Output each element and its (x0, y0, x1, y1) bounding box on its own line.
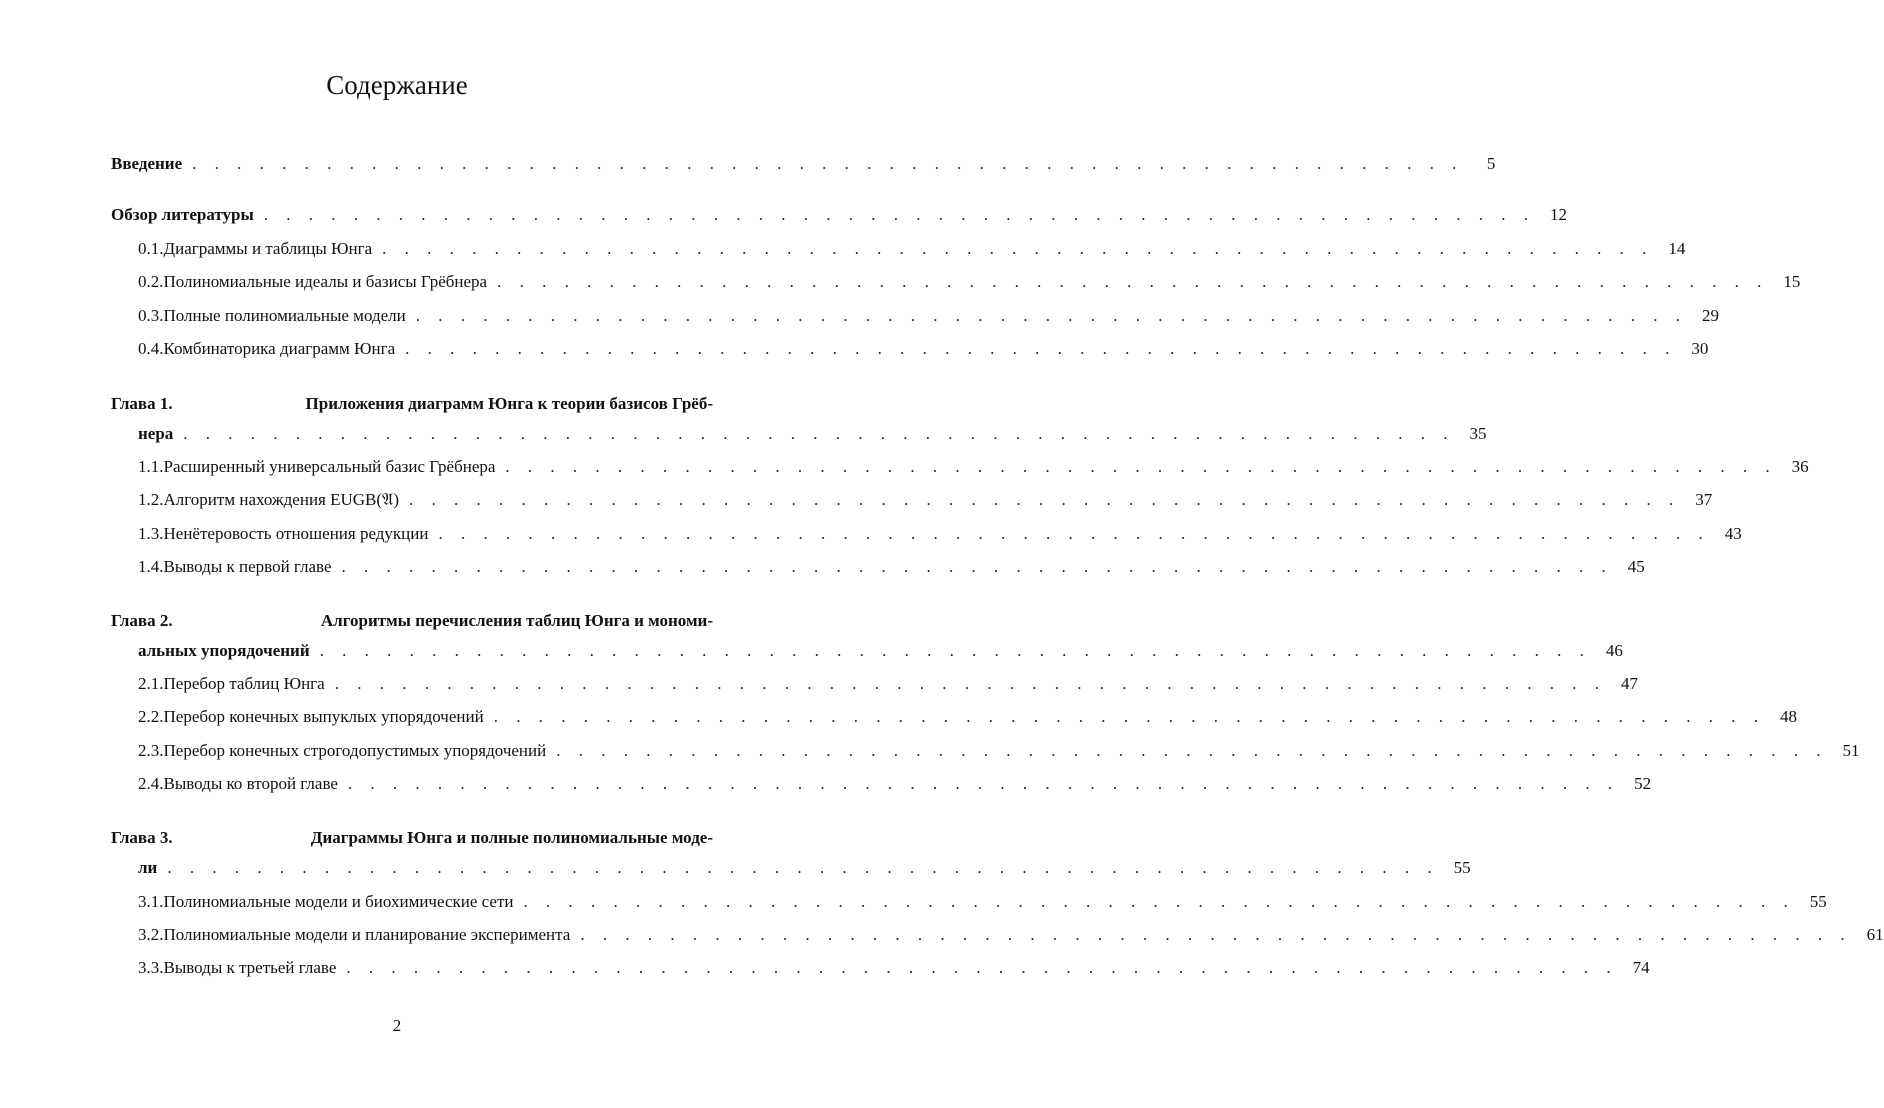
toc-entry-label: Алгоритм нахождения EUGB(𝔄) (163, 490, 399, 509)
toc-entry-label: Выводы ко второй главе (163, 774, 338, 793)
toc-entry-3-3[interactable] (138, 958, 1650, 988)
chapter-number: Глава 3. (111, 828, 173, 847)
toc-entry-page: 15 (1783, 272, 1801, 291)
toc-entry-1-2[interactable] (138, 490, 1713, 520)
section-number: 0.3. (138, 306, 164, 325)
section-number: 1.1. (138, 457, 164, 476)
leader-dots: . . . . . . . . . . . . . . . . . . . . . . . . . . . . . . . . . . . . . . . . . . . . . . . . . . . . . . . . . (319, 641, 1591, 660)
toc-entry-page: 55 (1453, 858, 1471, 877)
leader-dots: . . . . . . . . . . . . . . . . . . . . . . . . . . . . . . . . . . . . . . . . . . . . . . . . . . . . . . . . . (341, 557, 1613, 576)
toc-entry-2-3[interactable] (138, 741, 1860, 771)
toc-entry-1-1[interactable] (138, 457, 1809, 487)
section-number: 3.3. (138, 958, 164, 977)
leader-dots: . . . . . . . . . . . . . . . . . . . . . . . . . . . . . . . . . . . . . . . . . . . . . . . . . . . . . . . . . (334, 674, 1606, 693)
section-number: 2.1. (138, 674, 164, 693)
leader-dots: . . . . . . . . . . . . . . . . . . . . . . . . . . . . . . . . . . . . . . . . . . . . . . . . . . . . . . . . . (438, 524, 1710, 543)
toc-entry-page: 51 (1842, 741, 1860, 760)
toc-entry-3-2[interactable] (138, 925, 1884, 955)
toc-entry-page: 74 (1632, 958, 1650, 977)
leader-dots: . . . . . . . . . . . . . . . . . . . . . . . . . . . . . . . . . . . . . . . . . . . . . . . . . . . . . . . . . (556, 741, 1828, 760)
toc-entry-label: Комбинаторика диаграмм Юнга (163, 339, 396, 358)
leader-dots: . . . . . . . . . . . . . . . . . . . . . . . . . . . . . . . . . . . . . . . . . . . . . . . . . . . . . . . . . (263, 205, 1536, 224)
leader-dots: . . . . . . . . . . . . . . . . . . . . . . . . . . . . . . . . . . . . . . . . . . . . . . . . . . . . . . . . . (497, 272, 1769, 291)
toc-entry-label: Полиномиальные модели и планирование эксперимента (163, 925, 571, 944)
chapter-title-line2: ли (138, 858, 158, 877)
toc-entry-0-4[interactable] (138, 339, 1709, 369)
toc-entry-label: Полиномиальные идеалы и базисы Грёбнера (163, 272, 488, 291)
toc-entry-page: 43 (1724, 524, 1742, 543)
section-number: 1.2. (138, 490, 164, 509)
section-number: 0.2. (138, 272, 164, 291)
chapter-title-line2: нера (138, 424, 174, 443)
toc-entry-label: Расширенный универсальный базис Грёбнера (163, 457, 496, 476)
leader-dots: . . . . . . . . . . . . . . . . . . . . . . . . . . . . . . . . . . . . . . . . . . . . . . . . . . . . . . . . . (405, 339, 1677, 358)
toc-entry-introduction[interactable] (111, 154, 1496, 184)
toc-entry-label: Полиномиальные модели и биохимические сети (163, 892, 514, 911)
toc-entry-label: Введение (111, 154, 183, 173)
chapter-title-line1: Приложения диаграмм Юнга к теории базисов Грёб- (305, 394, 713, 413)
leader-dots: . . . . . . . . . . . . . . . . . . . . . . . . . . . . . . . . . . . . . . . . . . . . . . . . . . . . . . . . . (505, 457, 1777, 476)
toc-entry-page: 37 (1695, 490, 1713, 509)
toc-entry-page: 12 (1550, 205, 1568, 224)
toc-entry-label: Выводы к третьей главе (163, 958, 337, 977)
toc-entry-label: Ненётеровость отношения редукции (163, 524, 429, 543)
toc-entry-label: Полные полиномиальные модели (163, 306, 406, 325)
page-number: 2 (392, 1016, 402, 1035)
chapter-number: Глава 2. (111, 611, 173, 630)
section-number: 2.3. (138, 741, 164, 760)
toc-entry-page: 47 (1620, 674, 1638, 693)
toc-entry-page: 14 (1668, 239, 1686, 258)
section-number: 3.1. (138, 892, 164, 911)
section-number: 1.3. (138, 524, 164, 543)
toc-entry-chapter-2[interactable] (138, 641, 1623, 671)
leader-dots: . . . . . . . . . . . . . . . . . . . . . . . . . . . . . . . . . . . . . . . . . . . . . . . . . . . . . . . . . (183, 424, 1455, 443)
page-title: Содержание (326, 70, 468, 100)
leader-dots: . . . . . . . . . . . . . . . . . . . . . . . . . . . . . . . . . . . . . . . . . . . . . . . . . . . . . . . . . (415, 306, 1687, 325)
leader-dots: . . . . . . . . . . . . . . . . . . . . . . . . . . . . . . . . . . . . . . . . . . . . . . . . . . . . . . . . . (409, 490, 1681, 509)
chapter-2-heading[interactable] (111, 611, 713, 631)
toc-entry-page: 55 (1809, 892, 1827, 911)
leader-dots: . . . . . . . . . . . . . . . . . . . . . . . . . . . . . . . . . . . . . . . . . . . . . . . . . . . . . . . . . (347, 774, 1620, 793)
chapter-title-line2: альных упорядочений (138, 641, 310, 660)
toc-entry-page: 35 (1469, 424, 1487, 443)
section-number: 2.4. (138, 774, 164, 793)
chapter-title-line1: Диаграммы Юнга и полные полиномиальные моде- (310, 828, 713, 847)
leader-dots: . . . . . . . . . . . . . . . . . . . . . . . . . . . . . . . . . . . . . . . . . . . . . . . . . . . . . . . . . (346, 958, 1618, 977)
leader-dots: . . . . . . . . . . . . . . . . . . . . . . . . . . . . . . . . . . . . . . . . . . . . . . . . . . . . . . . . . (580, 925, 1852, 944)
toc-entry-chapter-1[interactable] (138, 424, 1487, 454)
toc-entry-page: 29 (1701, 306, 1719, 325)
toc-entry-0-1[interactable] (138, 239, 1686, 269)
section-number: 1.4. (138, 557, 164, 576)
leader-dots: . . . . . . . . . . . . . . . . . . . . . . . . . . . . . . . . . . . . . . . . . . . . . . . . . . . . . . . . . (382, 239, 1654, 258)
toc-entry-label: Выводы к первой главе (163, 557, 332, 576)
section-number: 2.2. (138, 707, 164, 726)
leader-dots: . . . . . . . . . . . . . . . . . . . . . . . . . . . . . . . . . . . . . . . . . . . . . . . . . . . . . . . . . (192, 154, 1464, 173)
toc-entry-2-4[interactable] (138, 774, 1652, 804)
toc-entry-page: 30 (1691, 339, 1709, 358)
toc-entry-page: 61 (1866, 925, 1884, 944)
toc-entry-3-1[interactable] (138, 892, 1827, 922)
toc-entry-literature-review[interactable] (111, 205, 1568, 235)
leader-dots: . . . . . . . . . . . . . . . . . . . . . . . . . . . . . . . . . . . . . . . . . . . . . . . . . . . . . . . . . (523, 892, 1795, 911)
chapter-number: Глава 1. (111, 394, 173, 413)
toc-entry-page: 46 (1605, 641, 1623, 660)
toc-entry-page: 36 (1791, 457, 1809, 476)
toc-entry-0-3[interactable] (138, 306, 1719, 336)
leader-dots: . . . . . . . . . . . . . . . . . . . . . . . . . . . . . . . . . . . . . . . . . . . . . . . . . . . . . . . . . (167, 858, 1439, 877)
toc-entry-label: Обзор литературы (111, 205, 254, 224)
toc-entry-label: Перебор конечных строгодопустимых упорядочений (163, 741, 547, 760)
toc-entry-1-4[interactable] (138, 557, 1645, 587)
toc-entry-1-3[interactable] (138, 524, 1742, 554)
leader-dots: . . . . . . . . . . . . . . . . . . . . . . . . . . . . . . . . . . . . . . . . . . . . . . . . . . . . . . . . . (493, 707, 1765, 726)
section-number: 0.1. (138, 239, 164, 258)
section-number: 0.4. (138, 339, 164, 358)
toc-entry-label: Диаграммы и таблицы Юнга (163, 239, 373, 258)
toc-entry-label: Перебор конечных выпуклых упорядочений (163, 707, 484, 726)
toc-entry-page: 45 (1627, 557, 1645, 576)
toc-entry-label: Перебор таблиц Юнга (163, 674, 325, 693)
toc-entry-page: 48 (1779, 707, 1797, 726)
chapter-1-heading[interactable] (111, 394, 713, 414)
toc-entry-chapter-3[interactable] (138, 858, 1471, 888)
toc-entry-page: 52 (1634, 774, 1652, 793)
chapter-3-heading[interactable] (111, 828, 713, 848)
toc-entry-0-2[interactable] (138, 272, 1801, 302)
toc-entry-page: 5 (1486, 154, 1496, 173)
section-number: 3.2. (138, 925, 164, 944)
chapter-title-line1: Алгоритмы перечисления таблиц Юнга и мономи- (320, 611, 713, 630)
toc-entry-2-1[interactable] (138, 674, 1638, 704)
toc-entry-2-2[interactable] (138, 707, 1797, 737)
